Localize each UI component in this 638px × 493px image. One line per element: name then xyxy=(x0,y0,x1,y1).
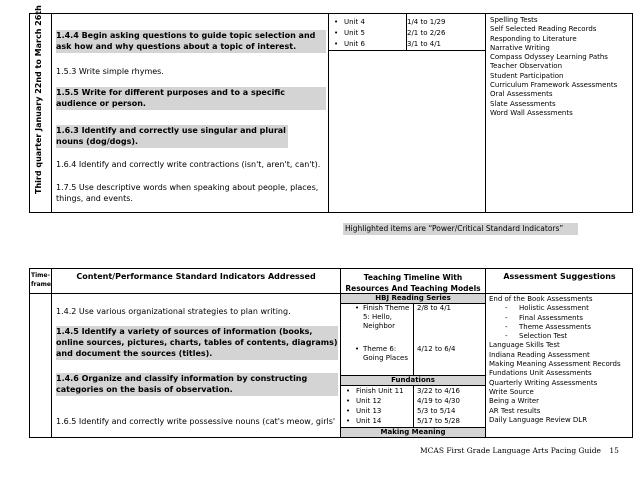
assessment-item: AR Test results xyxy=(489,406,541,415)
header-content: Content/Performance Standard Indicators Addressed xyxy=(76,272,316,281)
fundations-row: • Unit 14 5/17 to 5/28 xyxy=(346,417,460,425)
assessment-item: Word Wall Assessments xyxy=(490,108,573,117)
footer-title: MCAS First Grade Language Arts Pacing Guide xyxy=(420,446,601,455)
assessment-subitem: - Theme Assessments xyxy=(505,322,592,331)
fundations-row: • Unit 13 5/3 to 5/14 xyxy=(346,407,456,415)
hbj-item: • Finish Theme 5: Hello, Neighbor xyxy=(355,304,410,330)
unit-row: • Unit 4 1/4 to 1/29 xyxy=(334,18,446,26)
assessment-item: Self Selected Reading Records xyxy=(490,25,597,34)
assessment-item: End of the Book Assessments xyxy=(489,295,593,303)
fundations-row: • Unit 12 4/19 to 4/30 xyxy=(346,397,460,405)
assessment-item: Indiana Reading Assessment xyxy=(489,350,590,359)
assessment-subitem: - Final Assessments xyxy=(505,313,583,322)
header-timeline: Teaching Timeline With Resources And Teaching Models xyxy=(345,273,481,293)
assessment-item: Daily Language Review DLR xyxy=(489,415,588,424)
assessment-subitem: - Selection Test xyxy=(505,332,568,341)
assessment-item: Compass Odyssey Learning Paths xyxy=(490,53,608,62)
assessment-item: Student Participation xyxy=(490,71,564,80)
assessment-item: Being a Writer xyxy=(489,397,540,406)
standard-1-7-5: 1.7.5 Use descriptive words when speaking about people, places, things, and events. xyxy=(56,183,319,203)
assessment-item: Write Source xyxy=(489,387,534,396)
assessment-item: Curriculum Framework Assessments xyxy=(490,81,618,90)
header-assessment: Assessment Suggestions xyxy=(503,272,616,281)
quarter-side-label: Third quarter January 22nd to March 26th xyxy=(34,5,43,194)
assessment-list xyxy=(490,16,632,118)
standard-1-5-3: 1.5.3 Write simple rhymes. xyxy=(56,67,164,76)
assessment-list xyxy=(489,295,632,425)
standard-1-4-4: 1.4.4 Begin asking questions to guide topic selection and ask how and why questions about a topic of interest. xyxy=(56,30,326,53)
assessment-item: Language Skills Test xyxy=(489,341,560,350)
assessment-item: Slate Assessments xyxy=(490,99,556,108)
hbj-item: • Theme 6: Going Places xyxy=(355,345,409,362)
assessment-item: Narrative Writing xyxy=(490,43,550,52)
hbj-label: HBJ Reading Series xyxy=(341,294,485,303)
assessment-item: Spelling Tests xyxy=(490,16,538,24)
standard-1-5-5: 1.5.5 Write for different purposes and to a specific audience or person. xyxy=(56,87,326,110)
page-number: 15 xyxy=(609,446,619,455)
assessment-item: Oral Assessments xyxy=(490,90,553,99)
page-footer xyxy=(420,446,619,455)
standard-1-6-5: 1.6.5 Identify and correctly write possessive nouns (cat's meow, girls' xyxy=(56,417,336,426)
assessment-item: Responding to Literature xyxy=(490,34,577,43)
standard-1-4-2: 1.4.2 Use various organizational strategies to plan writing. xyxy=(56,307,291,316)
making-meaning-label: Making Meaning xyxy=(341,428,485,437)
standard-1-6-4: 1.6.4 Identify and correctly write contractions (isn't, aren't, can't). xyxy=(56,160,321,169)
assessment-item: Quarterly Writing Assessments xyxy=(489,378,598,387)
fundations-label: Fundations xyxy=(341,376,485,385)
power-standards-note: Highlighted items are “Power/Critical Standard Indicators” xyxy=(343,223,578,235)
assessment-item: Fundations Unit Assessments xyxy=(489,369,592,378)
unit-row: • Unit 6 3/1 to 4/1 xyxy=(334,40,442,48)
standard-1-4-6: 1.4.6 Organize and classify information by constructing categories on the basis of observation. xyxy=(56,373,338,396)
unit-row: • Unit 5 2/1 to 2/26 xyxy=(334,29,446,37)
hbj-dates: 2/8 to 4/1 xyxy=(417,304,452,312)
assessment-subitem: - Holistic Assessment xyxy=(505,304,589,313)
hbj-dates: 4/12 to 6/4 xyxy=(417,345,456,353)
standard-1-4-5: 1.4.5 Identify a variety of sources of information (books, online sources, pictures, charts, tables of contents, diagrams) and document the sources (titles). xyxy=(56,327,338,358)
assessment-item: Teacher Observation xyxy=(490,62,563,71)
standard-1-6-3: 1.6.3 Identify and correctly use singular and plural nouns (dog/dogs). xyxy=(56,125,288,148)
fundations-row: • Finish Unit 11 3/22 to 4/16 xyxy=(346,387,460,395)
header-timeframe: Time-frame xyxy=(31,272,51,288)
assessment-item: Making Meaning Assessment Records xyxy=(489,360,621,369)
